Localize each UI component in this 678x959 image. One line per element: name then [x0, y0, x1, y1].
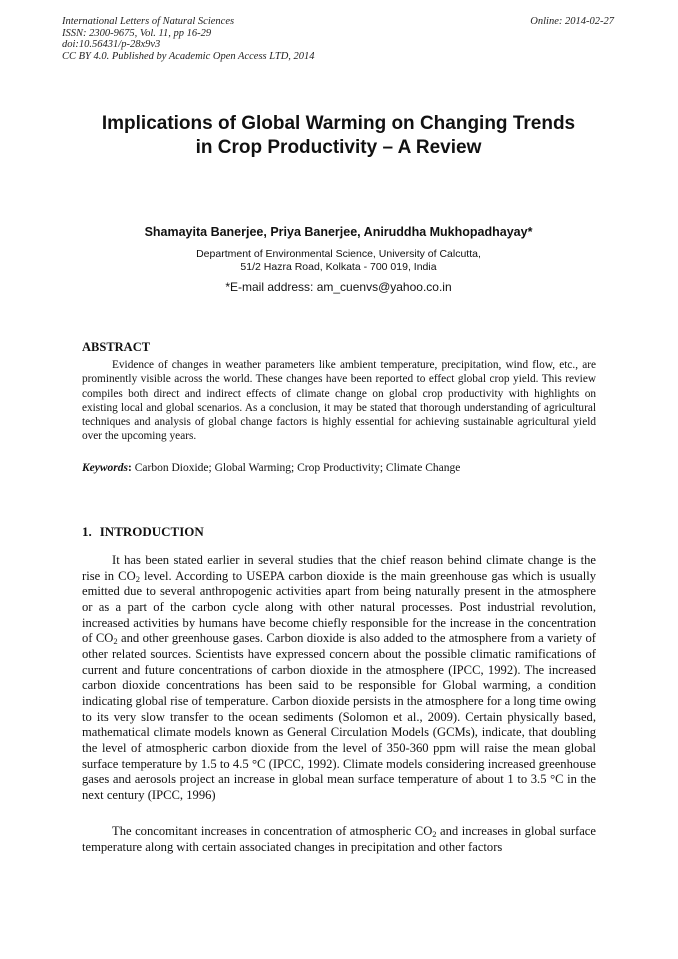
- author-list: Shamayita Banerjee, Priya Banerjee, Aniruddha Mukhopadhayay*: [144, 225, 533, 239]
- keywords-colon: :: [128, 462, 132, 474]
- section-title: INTRODUCTION: [99, 524, 204, 539]
- keywords-text: Carbon Dioxide; Global Warming; Crop Productivity; Climate Change: [131, 462, 461, 474]
- paragraph-text: The concomitant increases in concentration of atmospheric CO: [112, 824, 433, 838]
- intro-paragraph-2: [82, 824, 596, 855]
- affiliation-line-2: 51/2 Hazra Road, Kolkata - 700 019, India: [240, 261, 437, 273]
- intro-paragraph-1: [82, 553, 596, 804]
- paragraph-text: It has been stated earlier in several studies that the chief reason behind climate change is the rise in CO: [82, 553, 596, 583]
- keywords-label: Keywords: [82, 462, 128, 474]
- online-date: Online: 2014-02-27: [530, 16, 614, 27]
- paragraph-text: and increases in global surface temperature along with certain associated changes in precipitation and other factors: [82, 824, 596, 854]
- issn-line: ISSN: 2300-9675, Vol. 11, pp 16-29: [62, 27, 212, 39]
- paragraph-text: and other greenhouse gases. Carbon dioxide is also added to the atmosphere from a variety of other related sources. Scientists have expressed concern about the possible climatic ramifications of current and future concentrations of carbon dioxide in the atmosphere (IPCC, 1992). The increased carbon dioxide concentrations has been said to be responsible for Global warming, a condition indicating global rise of temperature. Carbon dioxide persists in the atmosphere for a long time owing to its very slow transfer to the ocean sediments (Solomon et al., 2009). Certain physically based, mathematical climate models known as General Circulation Models (GCMs), indicate, that doubling the level of atmospheric carbon dioxide from the level of 350-360 ppm will raise the mean global surface temperature by 1.5 to 4.5 °C (IPCC, 1992). Climate models considering increased greenhouse gases and aerosols project an increase in global mean surface temperature of about 1 to 3.5 °C in the next century (IPCC, 1996): [82, 631, 596, 802]
- affiliation: [62, 248, 615, 274]
- journal-header: [62, 16, 315, 62]
- title-line-1: Implications of Global Warming on Changing Trends: [101, 113, 576, 134]
- paragraph-text: level. According to USEPA carbon dioxide is the main greenhouse gas which is usually emitted due to several anthropogenic activities apart from being naturally present in the atmosphere or as a part of the carbon cycle along with other natural processes. Post industrial revolution, increased activities by humans have become chiefly responsible for the increase in the concentration of CO: [82, 568, 596, 646]
- abstract-text: Evidence of changes in weather parameters like ambient temperature, precipitation, wind flow, etc., are prominently visible across the world. These changes have been reported to effect global crop yield. This review compiles both direct and indirect effects of climate change on global crop productivity with highlights on existing local and global scenarios. As a conclusion, it may be stated that thorough understanding of agricultural techniques and analysis of global change factors is highly essential for achieving sustainable agricultural yield over the upcoming years.: [82, 359, 596, 443]
- license-line: CC BY 4.0. Published by Academic Open Access LTD, 2014: [62, 50, 315, 62]
- title-line-2: in Crop Productivity – A Review: [195, 137, 482, 158]
- keywords-line: [82, 461, 460, 475]
- abstract-heading: ABSTRACT: [82, 340, 151, 354]
- contact-email: *E-mail address: am_cuenvs@yahoo.co.in: [225, 280, 452, 294]
- affiliation-line-1: Department of Environmental Science, University of Calcutta,: [196, 248, 481, 260]
- paper-title: [62, 112, 615, 160]
- subscript: 2: [113, 636, 118, 647]
- journal-name: International Letters of Natural Sciences: [62, 16, 235, 27]
- section-number: 1.: [82, 524, 92, 539]
- subscript: 2: [135, 573, 140, 584]
- section-heading-introduction: [82, 524, 204, 540]
- subscript: 2: [432, 829, 437, 839]
- doi-line: doi:10.56431/p-28x9v3: [62, 39, 161, 50]
